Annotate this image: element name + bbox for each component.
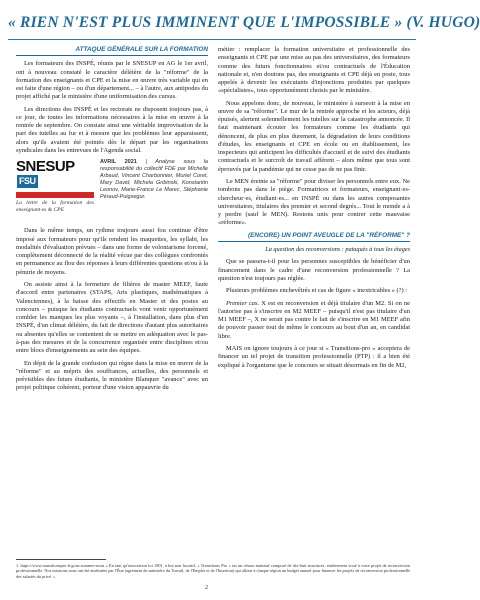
right-column <box>218 46 410 374</box>
paragraph: Nous appelons donc, de nouveau, le ministère à surseoir à la mise en œuvre de sa "réforme". Le mur de la rentrée approche et les acteurs, déjà épuisés, alertent solennellement les tutelles sur la catastrophe annoncée. Il faut maintenant écouter les formateurs comme les étudiants qui dénoncent, de plus en plus durement, la dégradation de leurs conditions d'études, les enseignants et CPE en école ou en établissement, les inspecteurs qui anticipent les difficultés d'accueil et de suivi des étudiants contractuels et le surcroît de travail afférent – alors même que tous sont éprouvés par la pandémie qui ne cesse pas de ne pas finir. <box>218 99 410 173</box>
paragraph: On assiste ainsi à la fermeture de filières de master MEEF, faute d'accord entre partenaires (STAPS, Arts plastiques, mathématiques à Valenciennes), à la baisse des effectifs en Master et des postes au concours – puisque les étudiants contractuels vont venir opportunément combler les manques les plus voyants –, à l'installation, dans plus d'un INSPÉ, d'un climat délétère, du fait de directions d'autant plus autoritaires ou absentes qu'elles se contentent de se mettre en adéquation avec le pas-à-pas des mesures et de la concurrence organisée entre disciplines et/ou entre blocs d'enseignements au sein des équipes. <box>16 281 208 355</box>
aside-text: Analyse sous la responsabilité du collectif FDE par Michelle Arbaud, Vincent Charbonnier, Muriel Coret, Mary David, Michela Gribinski, Konstantin Leonov, Marie-France Le Marec, Stéphanie Péraud-Puigsegur. <box>100 159 208 201</box>
paragraph: Que se passera-t-il pour les personnes susceptibles de bénéficier d'un financement dans le cadre d'une reconversion professionnelle ? La question n'est toujours pas réglée. <box>218 258 410 282</box>
logo-bar <box>16 192 94 198</box>
logo-wordmark: SNESUP <box>16 158 75 176</box>
newsletter-aside <box>16 159 208 221</box>
section-subheading: La question des reconversions : pataquès à tous les étages <box>265 246 410 254</box>
footnote-divider <box>16 559 106 560</box>
paragraph: En dépit de la grande confusion qui règne dans la mise en œuvre de la "réforme" et au mépris des souffrances, actuelles, des personnels et prévisibles des futurs étudiants, le ministère Blanquer "avance" avec un projet politique cohérent, porteur d'une vision appauvrie du <box>16 359 208 392</box>
title-divider <box>8 39 416 40</box>
case-text: X est en reconversion et déjà titulaire d'un M2. Si on ne l'autorise pas à s'inscrire en M2 MEEF – puisqu'il n'est pas titulaire d'un M1 MEEF –, X ne serait pas contre le fait de s'inscrire en M1 MEEF afin de pouvoir passer tout de même le concours au bout d'un an, en candidat libre. <box>218 299 410 340</box>
section-heading: (ENCORE) UN POINT AVEUGLE DE LA "RÉFORME" ? <box>218 232 410 242</box>
case-label: Premier cas. <box>226 299 260 307</box>
paragraph: Les directions des INSPÉ et les rectorats ne disposent toujours pas, à ce jour, de toutes les informations nécessaires à la mise en œuvre à la rentrée de septembre. On constate ainsi une véritable improvisation de la part des tutelles au fur et à mesure que les problèmes leur apparaissent, alors qu'ils avaient été pointés dès le départ par les organisations syndicales dans les entrevues de l'Agenda social. <box>16 105 208 154</box>
fsu-badge: FSU <box>19 176 36 187</box>
paragraph: MAIS on ignore toujours à ce jour si « Transitions-pro » acceptera de financer un tel projet de transition professionnelle (PTP) : il a bien été expliqué à l'organisme que le concours se situait désormais en fin de M2, <box>218 345 410 369</box>
aside-date: AVRIL 2021 <box>100 159 137 166</box>
page-title: « RIEN N'EST PLUS IMMINENT QUE L'IMPOSSIBLE » (V. HUGO) <box>8 14 480 31</box>
section-heading: ATTAQUE GÉNÉRALE SUR LA FORMATION <box>16 46 208 56</box>
paragraph: Le MEN éreinte sa "réforme" pour diviser les personnels entre eux. Ne tombons pas dans le piège. Formatrices et formateurs, enseignant·es-chercheur·es, étudiant·es... en INSPÉ ou dans les autres composantes universitaires, titulaires des premier et second degrés... Tout le monde a à y perdre (sauf le MEN). Restons unis pour contrer cette mauvaise «réforme». <box>218 178 410 227</box>
paragraph: Plusieurs problèmes enchevêtrés et cas de figure « inextricables » (?) : <box>226 287 408 295</box>
paragraph: Dans le même temps, un rythme toujours aussi fou continue d'être imposé aux formateurs pour qu'ils rendent les maquettes, les syllabi, les modalités d'évaluation prévues – dans une forme de volontarisme forcené, complètement déconnecté de la réalité vécue par des collègues confrontés en permanence au flou des réponses à leurs différentes questions et/ou à la pénurie de moyens. <box>16 227 208 276</box>
left-column <box>16 46 208 397</box>
aside-credits: AVRIL 2021 | Analyse sous la responsabilité du collectif FDE par Michelle Arbaud, Vincent Charbonnier, Muriel Coret, Mary David, Michela Gribinski, Konstantin Leonov, Marie-France Le Marec, Stéphanie Péraud-Puigsegur. <box>100 159 208 201</box>
paragraph: Les formateurs des INSPÉ, réunis par le SNESUP en AG le 1er avril, ont à nouveau constaté le caractère délétère de la "réforme" de la formation des enseignants et CPE et la mise en œuvre très variable qui en est faite d'une région – ou d'un département... – à l'autre, aux antipodes du projet affiché par le ministère d'une uniformisation des cursus. <box>16 60 208 101</box>
page-number: 2 <box>205 585 208 591</box>
snesup-fsu-logo <box>16 159 94 221</box>
paragraph <box>218 300 410 341</box>
footnote: 1. https://www.transitionspro-fr.gouv.sommes-nous « En tant qu'association loi 1901, à but non lucratif, « Transitions Pro » est un réseau national composé de dix-huit structures, entièrement voué à votre projet de reconversion professionnelle. Nos missions nous ont été attribuées par l'État (agrément du ministère du Travail, de l'Emploi et de l'Insertion) qui alloue à chaque région un budget annuel pour financer les projets de reconversion professionnelle des salariés du privé. » <box>16 563 410 579</box>
paragraph: métier : remplacer la formation universitaire et professionnelle des enseignants et CPE par une mise au pas des universitaires, des formateurs comme des futurs fonctionnaires et/ou contractuels de l'Éducation nationale et, n'en doutons pas, des enseignants et CPE déjà en poste, tous appelés à devenir les exécutants d'injonctions produites par quelques «spécialistes», tous opportunément choisis par le ministère. <box>218 46 410 95</box>
logo-tagline: La lettre de la formation des enseignant·es & CPE <box>16 200 94 213</box>
